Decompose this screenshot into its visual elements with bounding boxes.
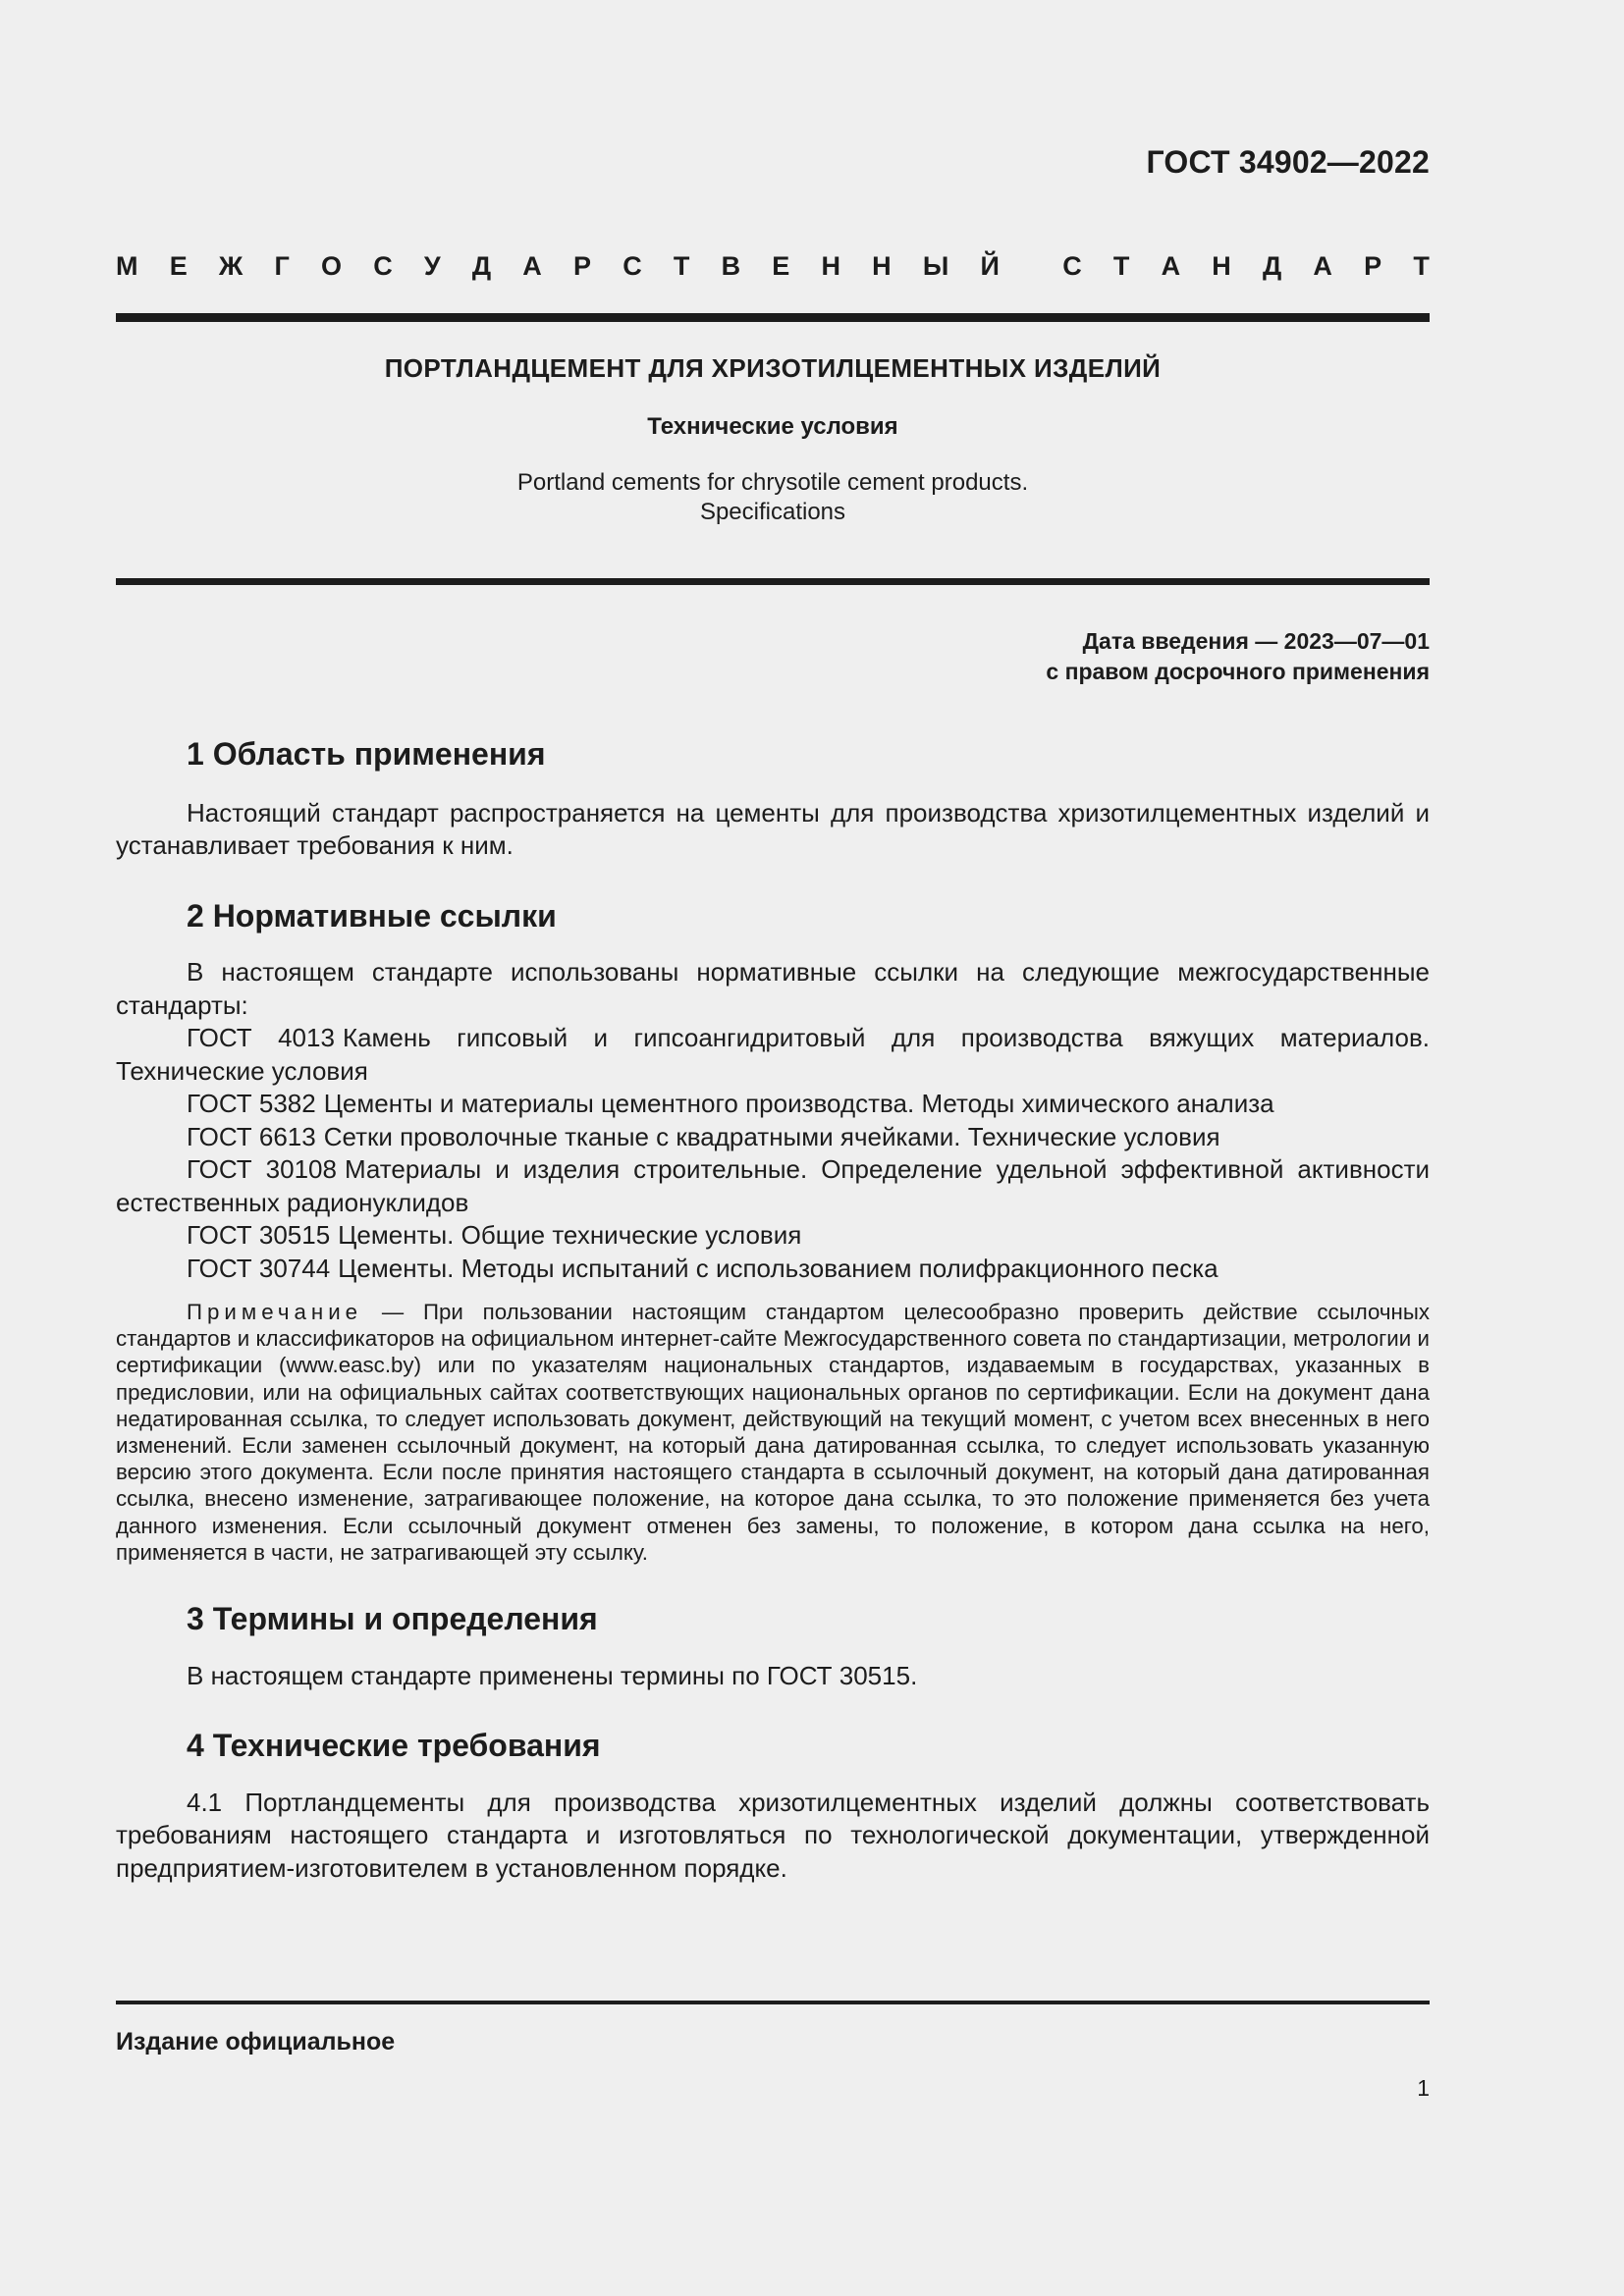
section-heading: 3 Термины и определения [187, 1601, 598, 1637]
reference-title: Цементы и материалы цементного производства. Методы химического анализа [323, 1089, 1274, 1118]
page-number: 1 [1417, 2075, 1430, 2101]
banner-letter: А [1313, 251, 1332, 281]
introduction-date: Дата введения — 2023—07—01 [1082, 628, 1430, 654]
reference-title: Сетки проволочные тканые с квадратными ячейками. Технические условия [323, 1121, 1220, 1151]
section-heading: 1 Область применения [187, 736, 546, 772]
section-paragraph: 4.1 Портландцементы для производства хризотилцементных изделий должны соответствовать требованиям настоящего стандарта и изготовляться по технологической документации, утвержденной предприятием-изготовителем в установленном порядке. [116, 1787, 1430, 1883]
banner-letter: С [623, 251, 642, 281]
english-title [116, 468, 1430, 527]
banner-letter: С [1062, 251, 1082, 281]
document-title: ПОРТЛАНДЦЕМЕНТ ДЛЯ ХРИЗОТИЛЦЕМЕНТНЫХ ИЗДЕЛИЙ [384, 353, 1162, 383]
section-heading: 4 Технические требования [187, 1728, 601, 1764]
title-block [116, 353, 1430, 527]
banner-letter: Н [872, 251, 892, 281]
reference-code: ГОСТ 30744 [187, 1253, 331, 1283]
section-heading: 2 Нормативные ссылки [187, 897, 557, 934]
note-label: Примечание [187, 1300, 363, 1324]
banner-letter: Ж [218, 251, 244, 281]
banner-letter: С [373, 251, 393, 281]
reference-code: ГОСТ 4013 [187, 1023, 335, 1052]
reference-item [116, 1253, 1430, 1286]
reference-code: ГОСТ 30515 [187, 1220, 331, 1250]
banner-letter: Т [1413, 251, 1430, 281]
banner-letter: Е [169, 251, 188, 281]
footer-divider [116, 2001, 1430, 2004]
reference-code: ГОСТ 5382 [187, 1089, 316, 1118]
banner-letter: А [1161, 251, 1181, 281]
document-subtitle: Технические условия [647, 413, 898, 440]
title-divider [116, 578, 1430, 585]
gost-number: ГОСТ 34902—2022 [1146, 144, 1430, 180]
english-title-line: Portland cements for chrysotile cement products. [516, 469, 1029, 496]
banner-letter: Г [274, 251, 290, 281]
reference-title: Цементы. Методы испытаний с использованием полифракционного песка [338, 1253, 1218, 1283]
reference-code: ГОСТ 6613 [187, 1121, 316, 1151]
banner-letter: М [116, 251, 138, 281]
reference-title: Материалы и изделия строительные. Определение удельной эффективной активности естественных радионуклидов [116, 1154, 1431, 1217]
interstate-standard-banner [116, 251, 1430, 282]
section-paragraph: Настоящий стандарт распространяется на цементы для производства хризотилцементных изделий и устанавливает требования к ним. [116, 797, 1430, 860]
banner-letter: А [522, 251, 542, 281]
reference-title: Цементы. Общие технические условия [338, 1220, 802, 1250]
document-body [116, 738, 1430, 1885]
note-paragraph [116, 1299, 1430, 1566]
reference-item [116, 1088, 1430, 1121]
reference-title: Камень гипсовый и гипсоангидритовый для производства вяжущих материалов. Технические условия [116, 1023, 1430, 1086]
early-use-note: с правом досрочного применения [1046, 659, 1430, 684]
banner-letter: Т [1112, 251, 1130, 281]
reference-item [116, 1022, 1430, 1088]
banner-letter: Т [673, 251, 690, 281]
note-text: — При пользовании настоящим стандартом целесообразно проверить действие ссылочных стандартов и классификаторов на официальном интернет-сайте Межгосударственного совета по стандартизации, метрологии и сертификации (www.easc.by) или по указателям национальных стандартов, издаваемым в государствах, указанных в предисловии, или на официальных сайтах соответствующих национальных органов по сертификации. Если на документ дана недатированная ссылка, то следует использовать документ, действующий на текущий момент, с учетом всех внесенных в него изменений. Если заменен ссылочный документ, на который дана датированная ссылка, то следует использовать указанную версию этого документа. Если после принятия настоящего стандарта в ссылочный документ, на который дана датированная ссылка, внесено изменение, затрагивающее положение, на которое дана ссылка, то это положение применяется без учета данного изменения. Если ссылочный документ отменен без замены, то положение, в котором дана ссылка на него, применяется в части, не затрагивающей эту ссылку. [116, 1300, 1430, 1565]
banner-letter: О [320, 251, 342, 281]
banner-letter: Д [471, 251, 492, 281]
english-title-line: Specifications [699, 499, 846, 525]
reference-item [116, 1219, 1430, 1253]
banner-letter: Е [772, 251, 790, 281]
banner-letter: Р [572, 251, 591, 281]
banner-letter: Н [821, 251, 840, 281]
banner-letter: Д [1262, 251, 1282, 281]
banner-letter: Р [1364, 251, 1382, 281]
banner-letter: Й [980, 251, 1000, 281]
section-paragraph: В настоящем стандарте применены термины по ГОСТ 30515. [187, 1660, 918, 1690]
official-edition-label: Издание официальное [116, 2028, 396, 2056]
reference-code: ГОСТ 30108 [187, 1154, 337, 1184]
banner-letter: Ы [922, 251, 949, 281]
section-paragraph: В настоящем стандарте использованы нормативные ссылки на следующие межгосударственные стандарты: [116, 957, 1430, 1020]
banner-letter: У [423, 251, 441, 281]
banner-letter: В [721, 251, 741, 281]
reference-item [116, 1121, 1430, 1154]
reference-item [116, 1153, 1430, 1219]
top-divider [116, 313, 1430, 322]
introduction-date-block [1046, 626, 1430, 687]
banner-letter: Н [1212, 251, 1231, 281]
